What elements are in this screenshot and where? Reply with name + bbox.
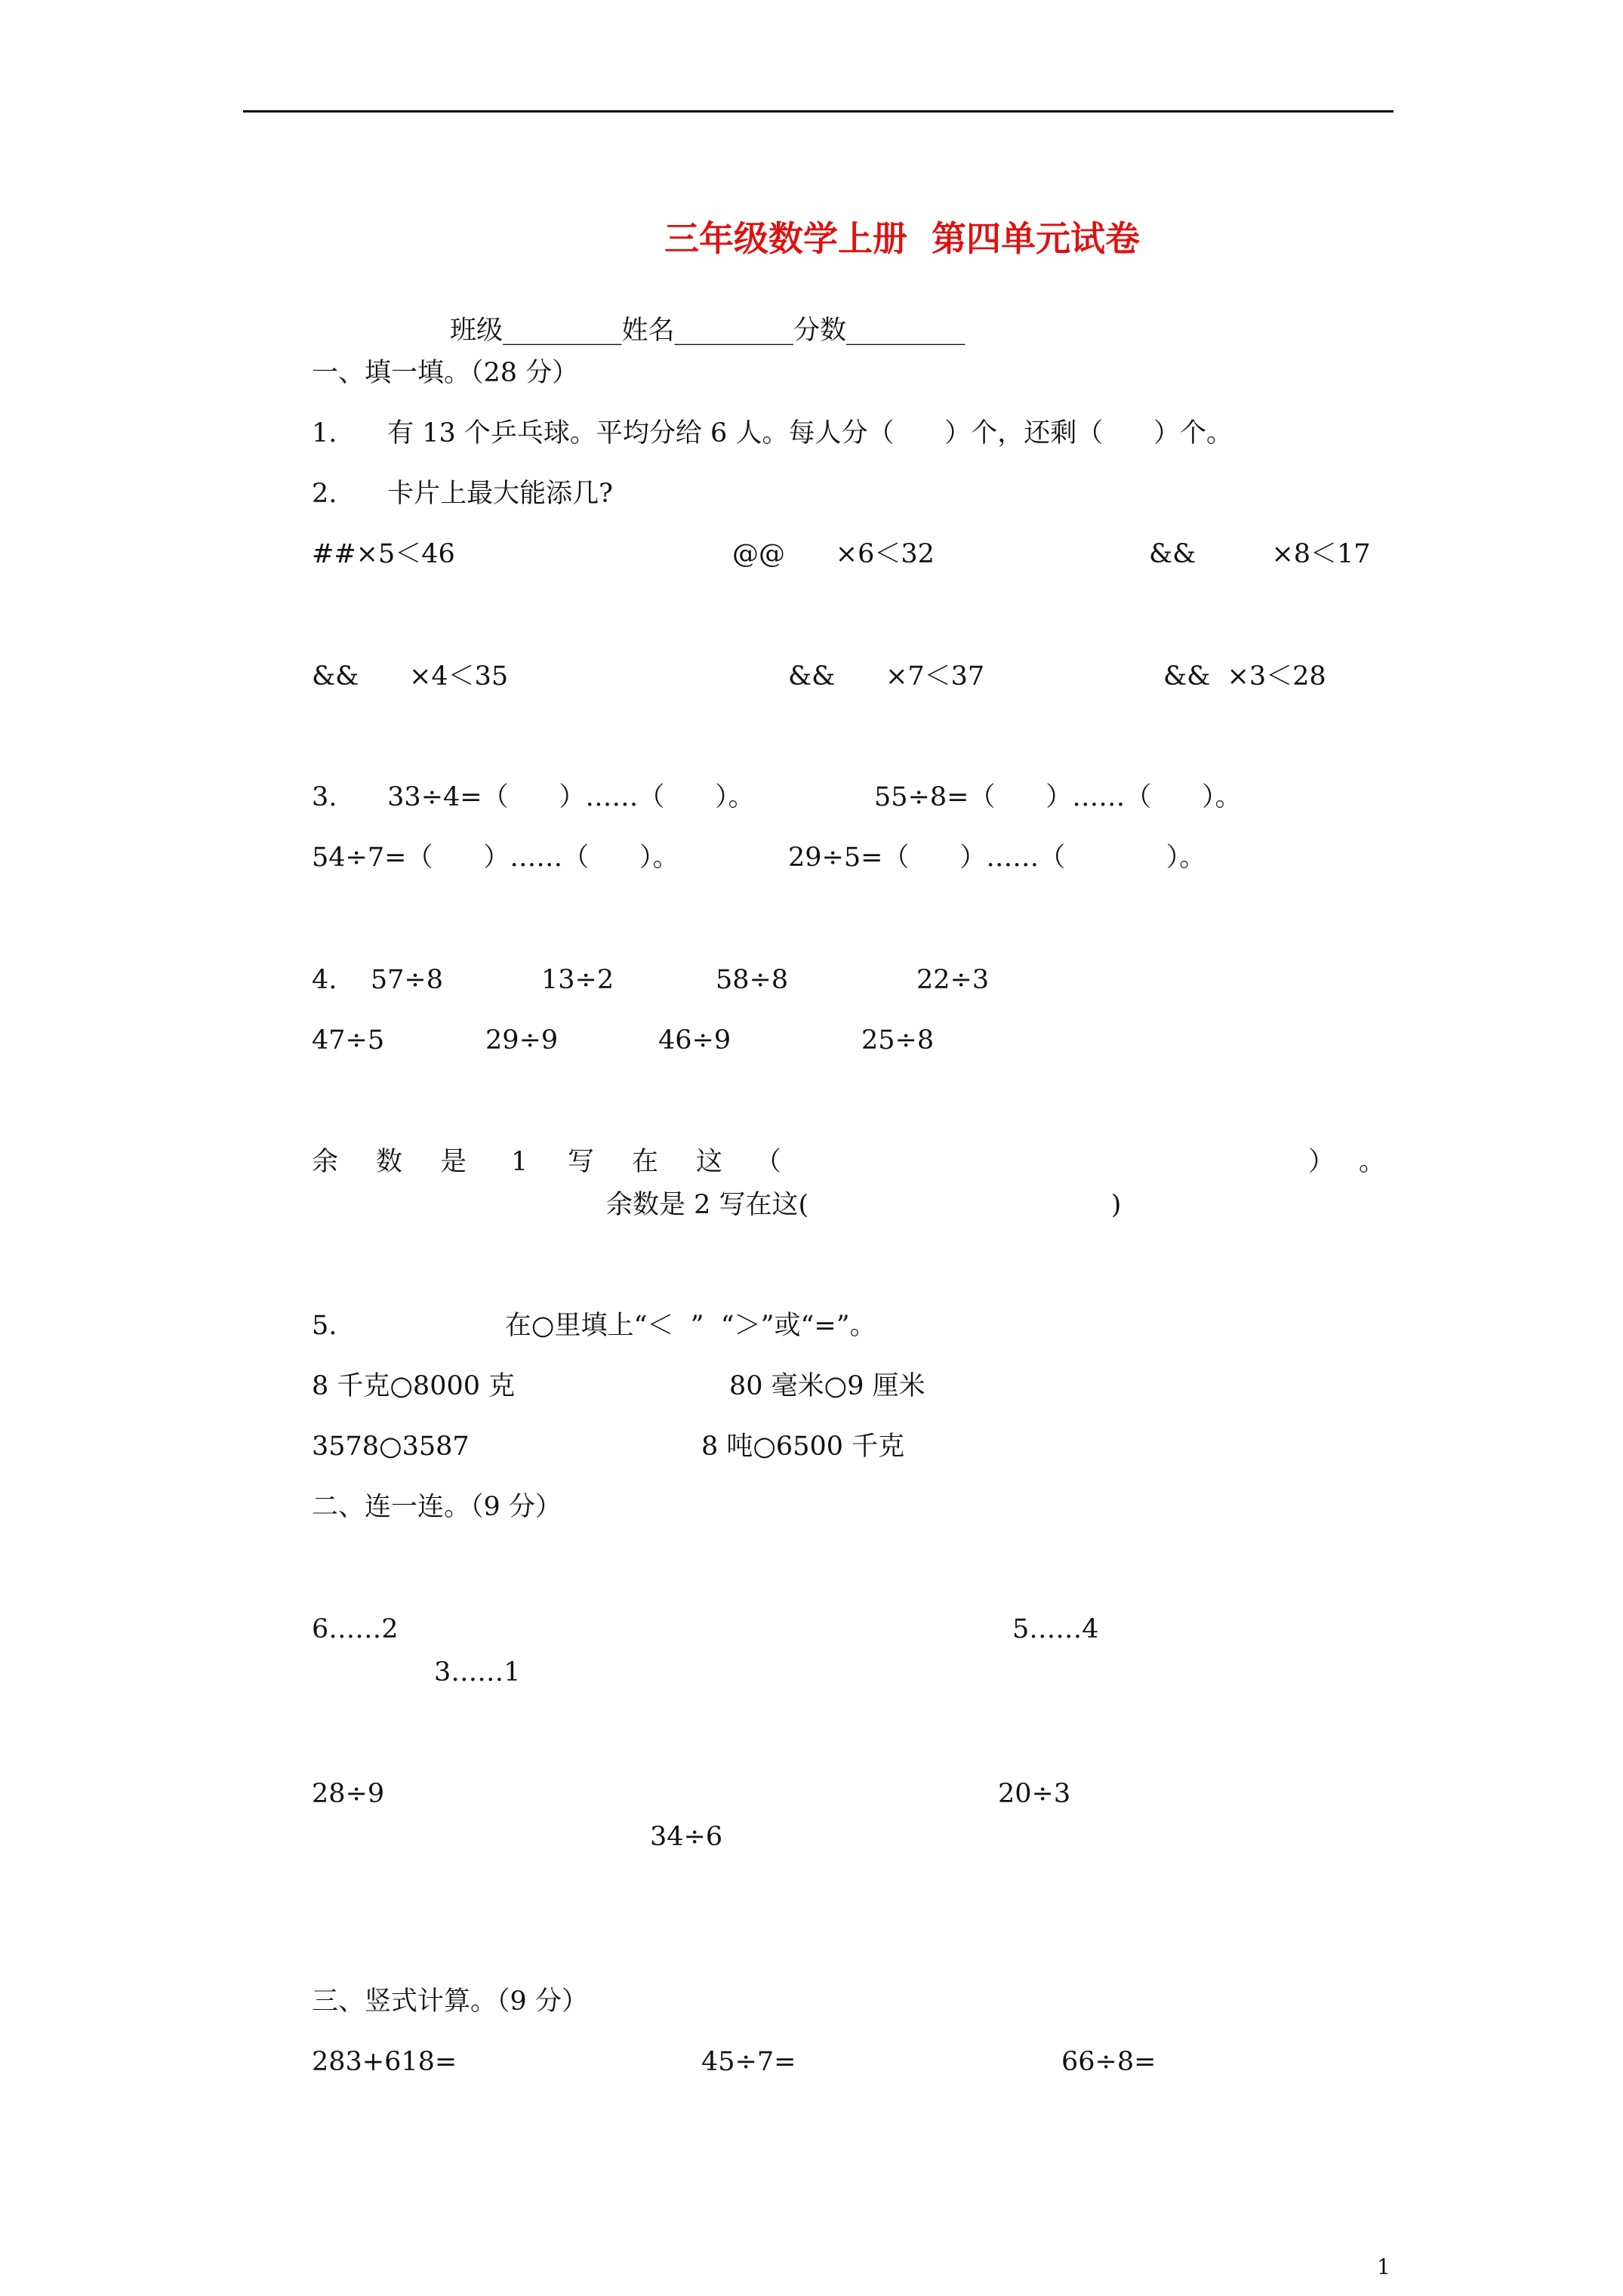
q4-item-7: 46÷9 (658, 1025, 731, 1056)
question-3a: 3. 33÷4=（ ）……（ ）。 (312, 782, 755, 812)
question-5: 5. 在○里填上“＜ ” “＞”或“=”。 (312, 1311, 876, 1341)
q2-card-4: && ×4＜35 (312, 661, 509, 692)
q5-compare-4: 8 吨○6500 千克 (701, 1432, 905, 1462)
calc-item-2: 45÷7= (701, 2047, 796, 2077)
match-division-1: 28÷9 (312, 1779, 385, 1809)
q2-card-1: ##×5＜46 (312, 539, 455, 569)
q5-compare-3: 3578○3587 (312, 1432, 470, 1462)
q2-card-5: && ×7＜37 (788, 661, 985, 692)
q4-remainder-2-line: 余数是 2 写在这( ) (606, 1190, 1122, 1220)
q4-remainder-1-char: （ (755, 1147, 782, 1177)
q4-item-3: 58÷8 (716, 965, 789, 995)
question-1: 1. 有 13 个乒乓球。平均分给 6 人。每人分（ ）个，还剩（ ）个。 (312, 418, 1233, 448)
page-number: 1 (1377, 2254, 1390, 2279)
q4-remainder-1-char: 余 (312, 1147, 339, 1177)
q4-item-2: 13÷2 (541, 965, 614, 995)
match-result-2: 5……4 (1012, 1614, 1099, 1644)
q4-item-1: 4. 57÷8 (312, 965, 444, 995)
top-rule (243, 110, 1394, 112)
q5-compare-1: 8 千克○8000 克 (312, 1371, 516, 1401)
q4-item-4: 22÷3 (916, 965, 990, 995)
match-result-1: 6……2 (312, 1614, 399, 1644)
section2-heading: 二、连一连。（9 分） (312, 1492, 562, 1522)
match-division-3: 34÷6 (650, 1822, 723, 1852)
q5-compare-2: 80 毫米○9 厘米 (729, 1371, 925, 1401)
section1-heading: 一、填一填。（28 分） (312, 358, 579, 388)
question-3d: 29÷5=（ ）……（ ）。 (788, 843, 1206, 873)
match-result-3: 3……1 (434, 1657, 521, 1687)
q4-remainder-1-char: ） (1308, 1147, 1335, 1177)
q4-remainder-1-char: 这 (696, 1147, 723, 1177)
q4-item-8: 25÷8 (861, 1025, 935, 1056)
q4-remainder-1-char: 。 (1359, 1147, 1386, 1177)
q4-remainder-1-char: 写 (568, 1147, 595, 1177)
q2-card-6: && ×3＜28 (1163, 661, 1326, 692)
student-info-line: 班级_________姓名_________分数_________ (450, 316, 965, 346)
section3-heading: 三、竖式计算。（9 分） (312, 1986, 588, 2017)
question-3c: 54÷7=（ ）……（ ）。 (312, 843, 679, 873)
match-division-2: 20÷3 (998, 1779, 1071, 1809)
q4-item-5: 47÷5 (312, 1025, 385, 1056)
calc-item-1: 283+618= (312, 2047, 457, 2077)
calc-item-3: 66÷8= (1061, 2047, 1156, 2077)
page-title: 三年级数学上册 第四单元试卷 (664, 218, 1141, 259)
question-3b: 55÷8=（ ）……（ ）。 (874, 782, 1242, 812)
q4-remainder-1-char: 在 (632, 1147, 659, 1177)
q4-item-6: 29÷9 (485, 1025, 559, 1056)
q4-remainder-1-char: 1 (511, 1147, 528, 1177)
question-2: 2. 卡片上最大能添几? (312, 479, 613, 509)
q2-card-3: && ×8＜17 (1149, 539, 1371, 569)
q2-card-2: @@ ×6＜32 (732, 539, 935, 569)
q4-remainder-1-char: 是 (440, 1147, 467, 1177)
q4-remainder-1-char: 数 (376, 1147, 403, 1177)
